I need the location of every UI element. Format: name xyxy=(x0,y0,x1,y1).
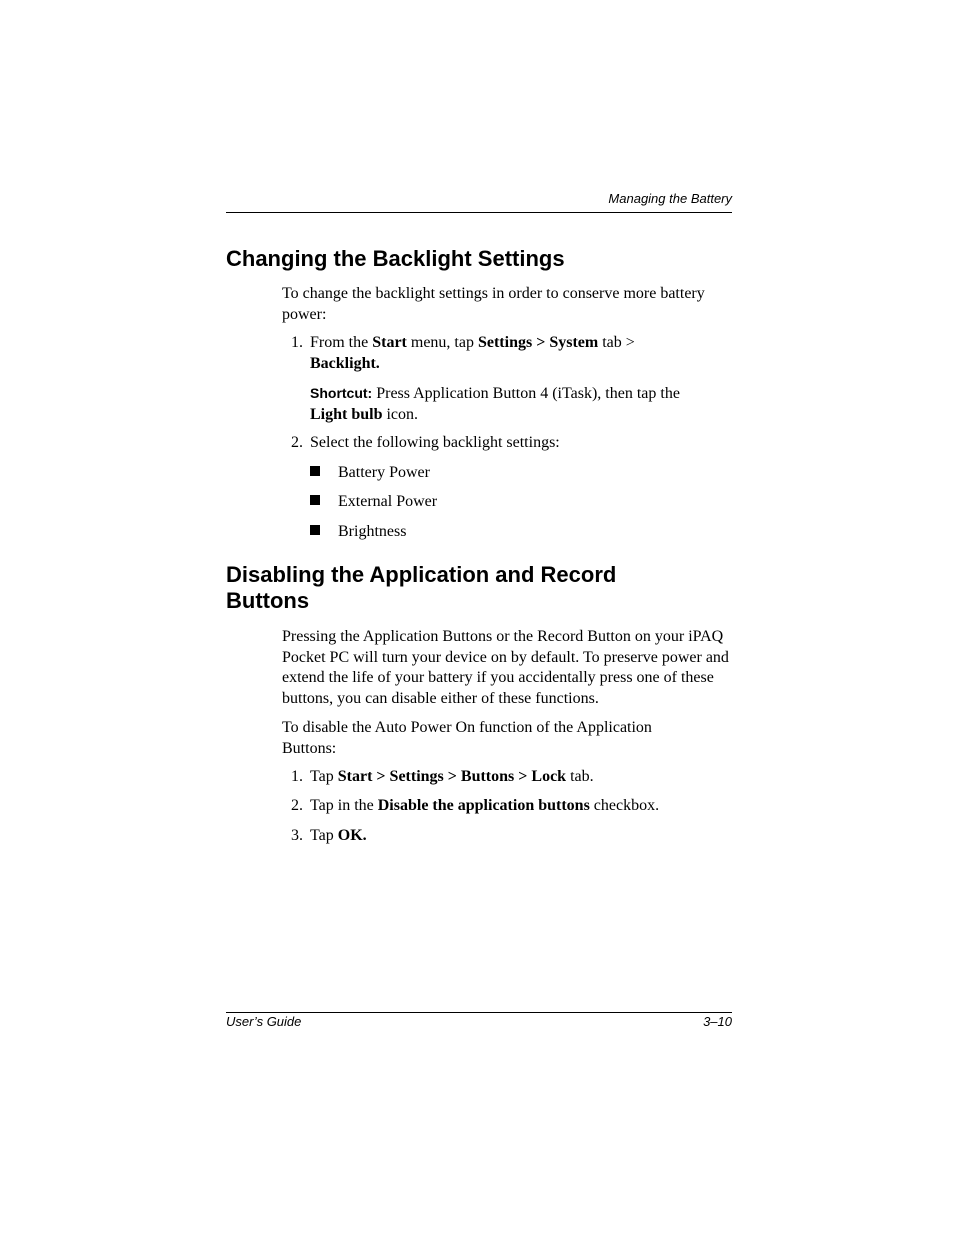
bullet-item: Battery Power xyxy=(310,463,430,483)
bullet-item: External Power xyxy=(310,492,437,512)
step-text: From the Start menu, tap Settings > System tab > Backlight. xyxy=(310,334,635,372)
paragraph: To disable the Auto Power On function of the Application Buttons: xyxy=(282,719,652,757)
step-text: Tap OK. xyxy=(310,827,367,844)
running-header: Managing the Battery xyxy=(608,191,732,206)
paragraph: To change the backlight settings in order to conserve more battery power: xyxy=(282,285,705,323)
page-number: 3–10 xyxy=(703,1014,732,1029)
step-text: Select the following backlight settings: xyxy=(310,434,560,451)
step-number: 2. xyxy=(291,797,303,814)
footer-rule xyxy=(226,1012,732,1013)
paragraph: Pressing the Application Buttons or the Record Button on your iPAQ Pocket PC will turn your device on by default. To preserve power and extend the life of your battery if you accidentally press one of these buttons, you can disable either of these functions. xyxy=(282,628,729,707)
step-number: 1. xyxy=(291,768,303,785)
header-rule xyxy=(226,212,732,213)
step-number: 3. xyxy=(291,827,303,844)
step-text: Tap Start > Settings > Buttons > Lock tab. xyxy=(310,768,594,785)
shortcut-note: Shortcut: Press Application Button 4 (iTask), then tap the Light bulb icon. xyxy=(310,385,680,423)
section-heading: Changing the Backlight Settings xyxy=(226,246,565,271)
bullet-item: Brightness xyxy=(310,522,406,542)
step-number: 2. xyxy=(291,434,303,451)
step-number: 1. xyxy=(291,334,303,351)
step-text: Tap in the Disable the application buttons checkbox. xyxy=(310,797,660,814)
section-heading: Disabling the Application and Record Buttons xyxy=(226,562,617,613)
footer-title: User’s Guide xyxy=(226,1014,302,1029)
